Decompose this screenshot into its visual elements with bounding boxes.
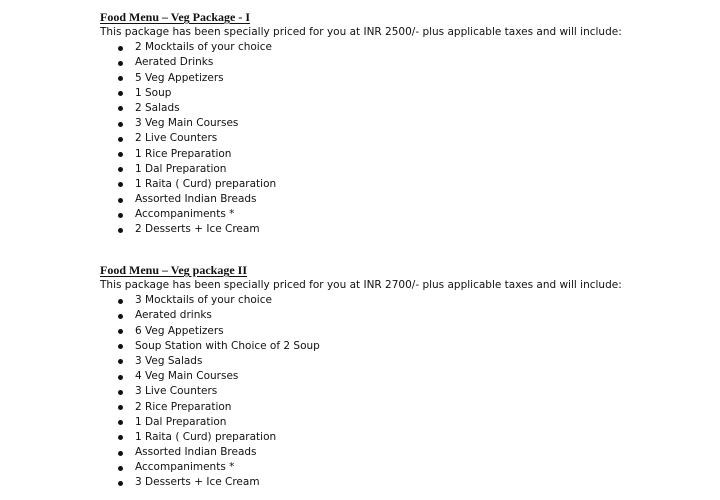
bullet-icon [118, 61, 123, 66]
list-item [100, 339, 700, 354]
bullet-icon [118, 46, 123, 51]
list-item [100, 86, 700, 101]
list-item-text: 2 Rice Preparation [135, 400, 232, 413]
bullet-icon [118, 122, 123, 127]
bullet-icon [118, 198, 123, 203]
package-intro: This package has been specially priced for you at INR 2500/- plus applicable taxes and will include: [100, 26, 622, 38]
bullet-icon [118, 213, 123, 218]
list-item [100, 40, 700, 55]
bullet-icon [118, 344, 123, 349]
list-item [100, 354, 700, 369]
list-item [100, 222, 700, 237]
list-item [100, 207, 700, 222]
bullet-icon [118, 91, 123, 96]
bullet-icon [118, 329, 123, 334]
list-item-text: 1 Raita ( Curd) preparation [135, 430, 277, 443]
list-item [100, 147, 700, 162]
bullet-icon [118, 137, 123, 142]
bullet-icon [118, 299, 123, 304]
list-item [100, 116, 700, 131]
list-item [100, 384, 700, 399]
package-intro: This package has been specially priced for you at INR 2700/- plus applicable taxes and will include: [100, 279, 622, 291]
bullet-icon [118, 435, 123, 440]
list-item-text: 4 Veg Main Courses [135, 370, 239, 383]
list-item-text: Aerated Drinks [135, 56, 214, 69]
list-item [100, 445, 700, 460]
list-item-text: 5 Veg Appetizers [135, 71, 224, 84]
list-item [100, 430, 700, 445]
package-item-list [100, 293, 700, 490]
package-section-2 [100, 263, 700, 491]
list-item-text: Soup Station with Choice of 2 Soup [135, 339, 320, 352]
bullet-icon [118, 375, 123, 380]
list-item [100, 293, 700, 308]
list-item-text: 2 Mocktails of your choice [135, 41, 272, 54]
list-item [100, 192, 700, 207]
list-item-text: 1 Dal Preparation [135, 162, 227, 175]
bullet-icon [118, 106, 123, 111]
list-item [100, 369, 700, 384]
list-item-text: 1 Raita ( Curd) preparation [135, 177, 277, 190]
list-item-text: 6 Veg Appetizers [135, 324, 224, 337]
bullet-icon [118, 314, 123, 319]
bullet-icon [118, 228, 123, 233]
bullet-icon [118, 76, 123, 81]
package-section-1 [100, 10, 700, 238]
list-item [100, 460, 700, 475]
list-item [100, 131, 700, 146]
list-item-text: 1 Soup [135, 86, 172, 99]
bullet-icon [118, 390, 123, 395]
list-item-text: 1 Rice Preparation [135, 147, 232, 160]
list-item-text: 2 Live Counters [135, 132, 218, 145]
bullet-icon [118, 182, 123, 187]
list-item-text: 3 Desserts + Ice Cream [135, 476, 260, 489]
bullet-icon [118, 420, 123, 425]
list-item [100, 162, 700, 177]
list-item [100, 415, 700, 430]
list-item-text: Accompaniments * [135, 461, 235, 474]
bullet-icon [118, 466, 123, 471]
package-item-list [100, 40, 700, 237]
list-item [100, 308, 700, 323]
list-item [100, 324, 700, 339]
list-item-text: Assorted Indian Breads [135, 193, 257, 206]
list-item-text: Assorted Indian Breads [135, 446, 257, 459]
package-title: Food Menu – Veg Package - I [100, 10, 250, 24]
list-item-text: Accompaniments * [135, 208, 235, 221]
list-item-text: 2 Desserts + Ice Cream [135, 223, 260, 236]
list-item-text: 3 Live Counters [135, 385, 218, 398]
bullet-icon [118, 359, 123, 364]
list-item-text: 3 Veg Main Courses [135, 117, 239, 130]
bullet-icon [118, 451, 123, 456]
package-title: Food Menu – Veg package II [100, 263, 248, 277]
list-item [100, 400, 700, 415]
list-item-text: 3 Mocktails of your choice [135, 294, 272, 307]
list-item [100, 475, 700, 490]
list-item [100, 101, 700, 116]
list-item-text: Aerated drinks [135, 309, 212, 322]
list-item-text: 2 Salads [135, 101, 180, 114]
list-item-text: 3 Veg Salads [135, 354, 203, 367]
list-item [100, 55, 700, 70]
list-item [100, 71, 700, 86]
list-item [100, 177, 700, 192]
bullet-icon [118, 405, 123, 410]
bullet-icon [118, 152, 123, 157]
bullet-icon [118, 481, 123, 486]
bullet-icon [118, 167, 123, 172]
list-item-text: 1 Dal Preparation [135, 415, 227, 428]
